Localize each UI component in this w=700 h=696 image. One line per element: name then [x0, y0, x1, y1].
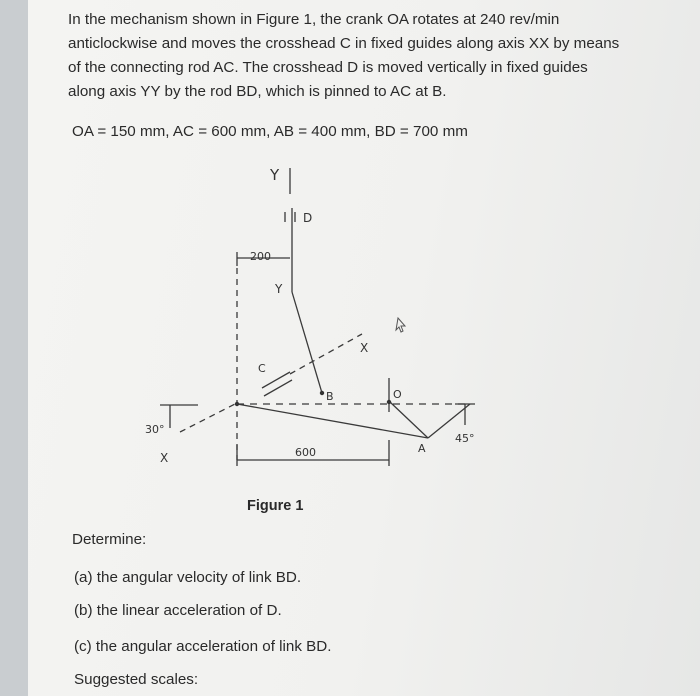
crosshead-c-guide-1 — [262, 372, 290, 388]
problem-line-3: of the connecting rod AC. The crosshead D is moved vertically in fixed guides — [68, 59, 588, 76]
determine-heading: Determine: — [72, 531, 147, 548]
xx-axis-left — [180, 403, 237, 432]
label-a: A — [418, 442, 426, 455]
problem-line-2: anticlockwise and moves the crosshead C in fixed guides along axis XX by means — [68, 35, 620, 52]
xx-axis-right — [290, 334, 362, 374]
connecting-rod-ca — [237, 404, 428, 438]
label-angle-30: 30° — [145, 423, 165, 436]
cursor-arrow-icon — [396, 318, 405, 332]
label-y-mid: Y — [275, 282, 283, 296]
label-x-right: X — [360, 341, 369, 355]
label-dim-600: 600 — [295, 446, 316, 459]
suggested-scales: Suggested scales: — [74, 671, 199, 688]
rod-bd — [292, 292, 322, 393]
label-b: B — [326, 390, 334, 403]
dimensions-line: OA = 150 mm, AC = 600 mm, AB = 400 mm, BD = 700 mm — [72, 123, 468, 140]
figure-caption: Figure 1 — [247, 498, 304, 514]
label-dim-200: 200 — [250, 250, 271, 263]
label-x-left: X — [160, 451, 169, 465]
question-c: (c) the angular acceleration of link BD. — [74, 638, 332, 655]
pin-b-dot — [320, 391, 324, 395]
pin-o-dot — [387, 400, 391, 404]
question-a: (a) the angular velocity of link BD. — [74, 569, 302, 586]
pin-c-dot — [235, 402, 239, 406]
label-angle-45: 45° — [455, 432, 475, 445]
label-o: O — [393, 388, 402, 401]
label-d: D — [303, 211, 313, 225]
label-y-top: Y — [270, 166, 280, 184]
crosshead-c-guide-2 — [264, 380, 292, 396]
problem-line-4: along axis YY by the rod BD, which is pinned to AC at B. — [68, 83, 447, 100]
question-b: (b) the linear acceleration of D. — [74, 602, 282, 619]
label-c: C — [258, 362, 266, 375]
problem-line-1: In the mechanism shown in Figure 1, the crank OA rotates at 240 rev/min — [68, 11, 560, 28]
